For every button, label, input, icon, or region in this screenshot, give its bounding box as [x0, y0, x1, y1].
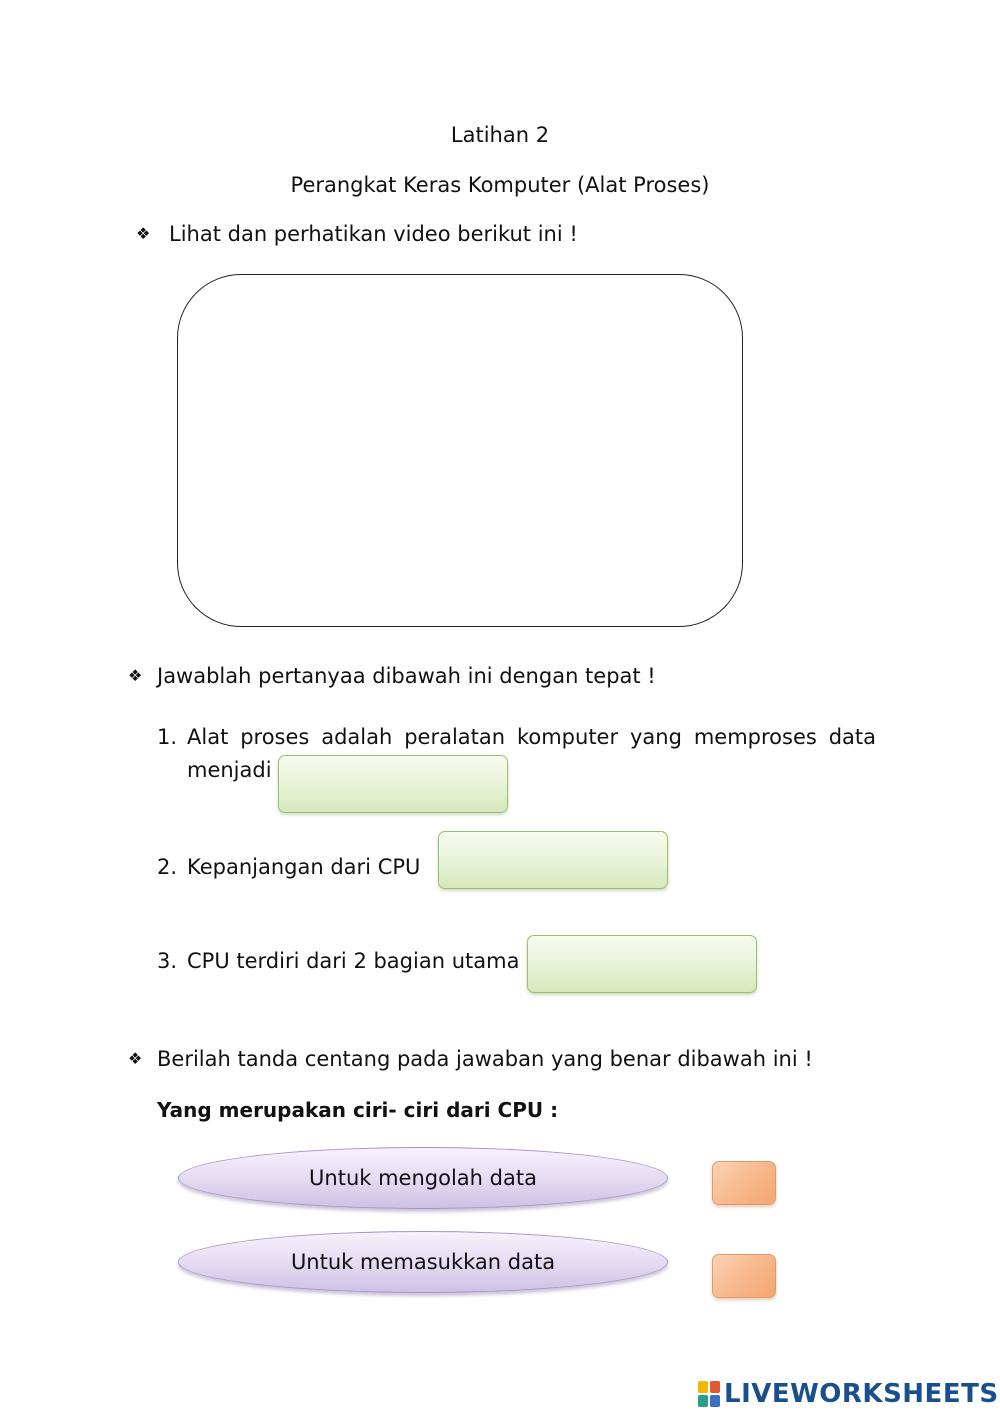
answer-input-2[interactable]: [438, 831, 668, 889]
option-label: Untuk memasukkan data: [178, 1231, 668, 1293]
checkbox-option-2[interactable]: [712, 1254, 776, 1298]
option-label: Untuk mengolah data: [178, 1147, 668, 1209]
question-number: 3.: [157, 949, 178, 973]
checkbox-prompt: Yang merupakan ciri- ciri dari CPU :: [157, 1098, 559, 1122]
checkbox-option-1[interactable]: [712, 1161, 776, 1205]
question-2-text: Kepanjangan dari CPU: [187, 855, 421, 879]
logo-text: LIVEWORKSHEETS: [724, 1379, 999, 1409]
questions-instruction: Jawablah pertanyaa dibawah ini dengan tepat !: [157, 664, 656, 688]
answer-input-1[interactable]: [278, 755, 508, 813]
checkbox-instruction: Berilah tanda centang pada jawaban yang benar dibawah ini !: [157, 1047, 813, 1071]
bullet-icon: ❖: [128, 1049, 143, 1068]
question-1-text-cont: menjadi: [187, 758, 272, 782]
question-number: 2.: [157, 855, 178, 879]
video-instruction: Lihat dan perhatikan video berikut ini !: [169, 222, 578, 246]
video-player[interactable]: [177, 274, 743, 627]
logo-icon: [698, 1381, 720, 1407]
bullet-icon: ❖: [136, 224, 151, 243]
question-3-text: CPU terdiri dari 2 bagian utama: [187, 949, 520, 973]
page-subtitle: Perangkat Keras Komputer (Alat Proses): [290, 173, 710, 197]
answer-input-3[interactable]: [527, 935, 757, 993]
page-title: Latihan 2: [450, 123, 550, 147]
question-1-text: Alat proses adalah peralatan komputer yang memproses data: [187, 725, 876, 749]
liveworksheets-logo: [698, 1378, 999, 1410]
question-number: 1.: [157, 725, 178, 749]
bullet-icon: ❖: [128, 666, 143, 685]
